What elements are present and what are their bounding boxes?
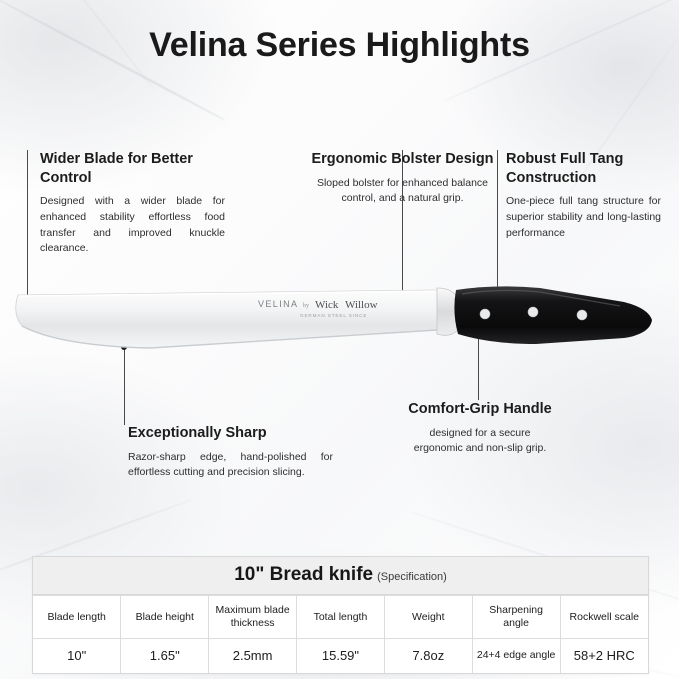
svg-text:GERMAN STEEL SINCE: GERMAN STEEL SINCE bbox=[300, 313, 368, 318]
column-header: Maximum blade thickness bbox=[209, 596, 297, 639]
feature-wider-blade bbox=[40, 150, 225, 257]
feature-full-tang bbox=[506, 150, 661, 241]
feature-body: One-piece full tang structure for superior stability and long-lasting performance bbox=[506, 195, 661, 239]
svg-text:Willow: Willow bbox=[345, 299, 378, 311]
table-cell: 2.5mm bbox=[209, 639, 297, 673]
table-header-row bbox=[33, 596, 648, 639]
feature-body: Razor-sharp edge, hand-polished for effortless cutting and precision slicing. bbox=[128, 450, 333, 479]
table-cell: 58+2 HRC bbox=[560, 639, 648, 673]
table-cell: 1.65" bbox=[121, 639, 209, 673]
feature-body: Designed with a wider blade for enhanced stability effortless food transfer and improved knuckle clearance. bbox=[40, 195, 225, 255]
spec-title: 10" Bread knife bbox=[234, 564, 374, 585]
page-title: Velina Series Highlights bbox=[149, 26, 530, 64]
column-header: Blade length bbox=[33, 596, 121, 639]
bread-knife-illustration bbox=[0, 268, 679, 378]
table-cell: 7.8oz bbox=[384, 639, 472, 673]
svg-text:VELINA: VELINA bbox=[258, 299, 299, 309]
feature-body: designed for a secure ergonomic and non-slip grip. bbox=[413, 426, 547, 455]
spec-subtitle: (Specification) bbox=[377, 571, 447, 583]
specification-table bbox=[32, 556, 649, 674]
feature-heading: Robust Full Tang Construction bbox=[506, 151, 624, 186]
feature-heading: Wider Blade for Better Control bbox=[40, 151, 193, 186]
table-cell: 24+4 edge angle bbox=[472, 639, 560, 673]
feature-heading: Comfort-Grip Handle bbox=[408, 401, 552, 417]
feature-comfort-grip-handle bbox=[405, 400, 555, 457]
table-cell: 15.59" bbox=[297, 639, 385, 673]
svg-text:by: by bbox=[303, 303, 309, 309]
feature-heading: Exceptionally Sharp bbox=[128, 425, 267, 441]
spec-title-bar bbox=[33, 557, 648, 595]
column-header: Sharpening angle bbox=[472, 596, 560, 639]
table-cell: 10" bbox=[33, 639, 121, 673]
column-header: Weight bbox=[384, 596, 472, 639]
feature-heading: Ergonomic Bolster Design bbox=[311, 151, 494, 167]
svg-text:Wick: Wick bbox=[315, 299, 339, 311]
table-row bbox=[33, 639, 648, 673]
column-header: Total length bbox=[297, 596, 385, 639]
feature-exceptionally-sharp bbox=[128, 424, 333, 481]
feature-body: Sloped bolster for enhanced balance control, and a natural grip. bbox=[316, 176, 489, 205]
column-header: Rockwell scale bbox=[560, 596, 648, 639]
column-header: Blade height bbox=[121, 596, 209, 639]
feature-ergonomic-bolster bbox=[310, 150, 495, 207]
